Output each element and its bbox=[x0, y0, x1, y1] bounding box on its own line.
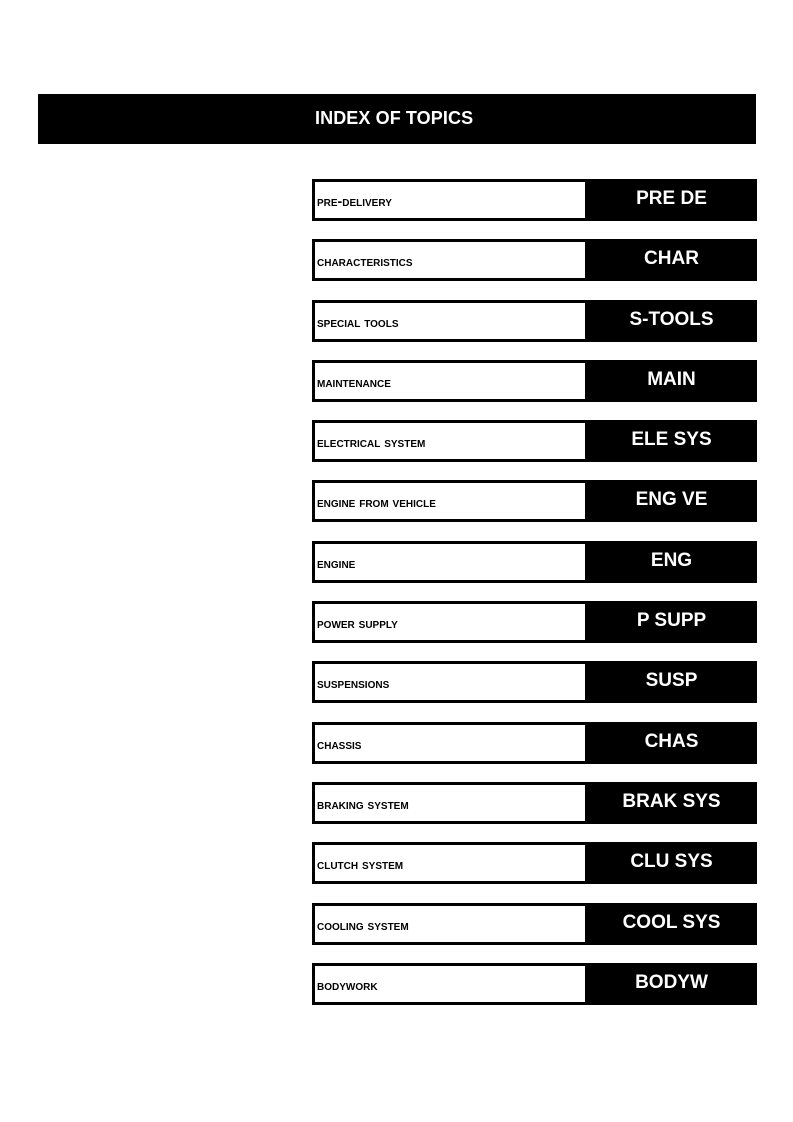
topic-code: ELE SYS bbox=[588, 423, 755, 459]
page-title: INDEX OF TOPICS bbox=[315, 108, 474, 128]
topic-code: BRAK SYS bbox=[588, 785, 755, 821]
topic-name: characteristics bbox=[315, 242, 588, 278]
topic-link-bodywork[interactable] bbox=[312, 963, 757, 1005]
topic-link-maintenance[interactable] bbox=[312, 360, 757, 402]
topic-link-characteristics[interactable] bbox=[312, 239, 757, 281]
topic-link-engine[interactable] bbox=[312, 541, 757, 583]
topic-code: MAIN bbox=[588, 363, 755, 399]
topic-name: pre-delivery bbox=[315, 182, 588, 218]
topic-code: CLU SYS bbox=[588, 845, 755, 881]
topic-link-cooling-system[interactable] bbox=[312, 903, 757, 945]
topic-code: ENG bbox=[588, 544, 755, 580]
topic-name: power supply bbox=[315, 604, 588, 640]
topic-list bbox=[312, 179, 757, 1023]
topic-link-special-tools[interactable] bbox=[312, 300, 757, 342]
topic-name: engine bbox=[315, 544, 588, 580]
topic-code: ENG VE bbox=[588, 483, 755, 519]
topic-name: bodywork bbox=[315, 966, 588, 1002]
topic-link-clutch-system[interactable] bbox=[312, 842, 757, 884]
topic-code: SUSP bbox=[588, 664, 755, 700]
topic-link-braking-system[interactable] bbox=[312, 782, 757, 824]
topic-code: S-TOOLS bbox=[588, 303, 755, 339]
topic-name: cooling system bbox=[315, 906, 588, 942]
topic-code: BODYW bbox=[588, 966, 755, 1002]
topic-link-power-supply[interactable] bbox=[312, 601, 757, 643]
topic-code: CHAS bbox=[588, 725, 755, 761]
topic-name: engine from vehicle bbox=[315, 483, 588, 519]
topic-link-suspensions[interactable] bbox=[312, 661, 757, 703]
topic-link-engine-from-vehicle[interactable] bbox=[312, 480, 757, 522]
topic-name: maintenance bbox=[315, 363, 588, 399]
topic-name: braking system bbox=[315, 785, 588, 821]
topic-link-pre-delivery[interactable] bbox=[312, 179, 757, 221]
topic-code: PRE DE bbox=[588, 182, 755, 218]
topic-name: chassis bbox=[315, 725, 588, 761]
topic-code: P SUPP bbox=[588, 604, 755, 640]
topic-link-electrical-system[interactable] bbox=[312, 420, 757, 462]
topic-name: clutch system bbox=[315, 845, 588, 881]
header-bar bbox=[38, 94, 756, 144]
topic-code: COOL SYS bbox=[588, 906, 755, 942]
topic-name: electrical system bbox=[315, 423, 588, 459]
topic-name: suspensions bbox=[315, 664, 588, 700]
topic-link-chassis[interactable] bbox=[312, 722, 757, 764]
topic-name: special tools bbox=[315, 303, 588, 339]
topic-code: CHAR bbox=[588, 242, 755, 278]
